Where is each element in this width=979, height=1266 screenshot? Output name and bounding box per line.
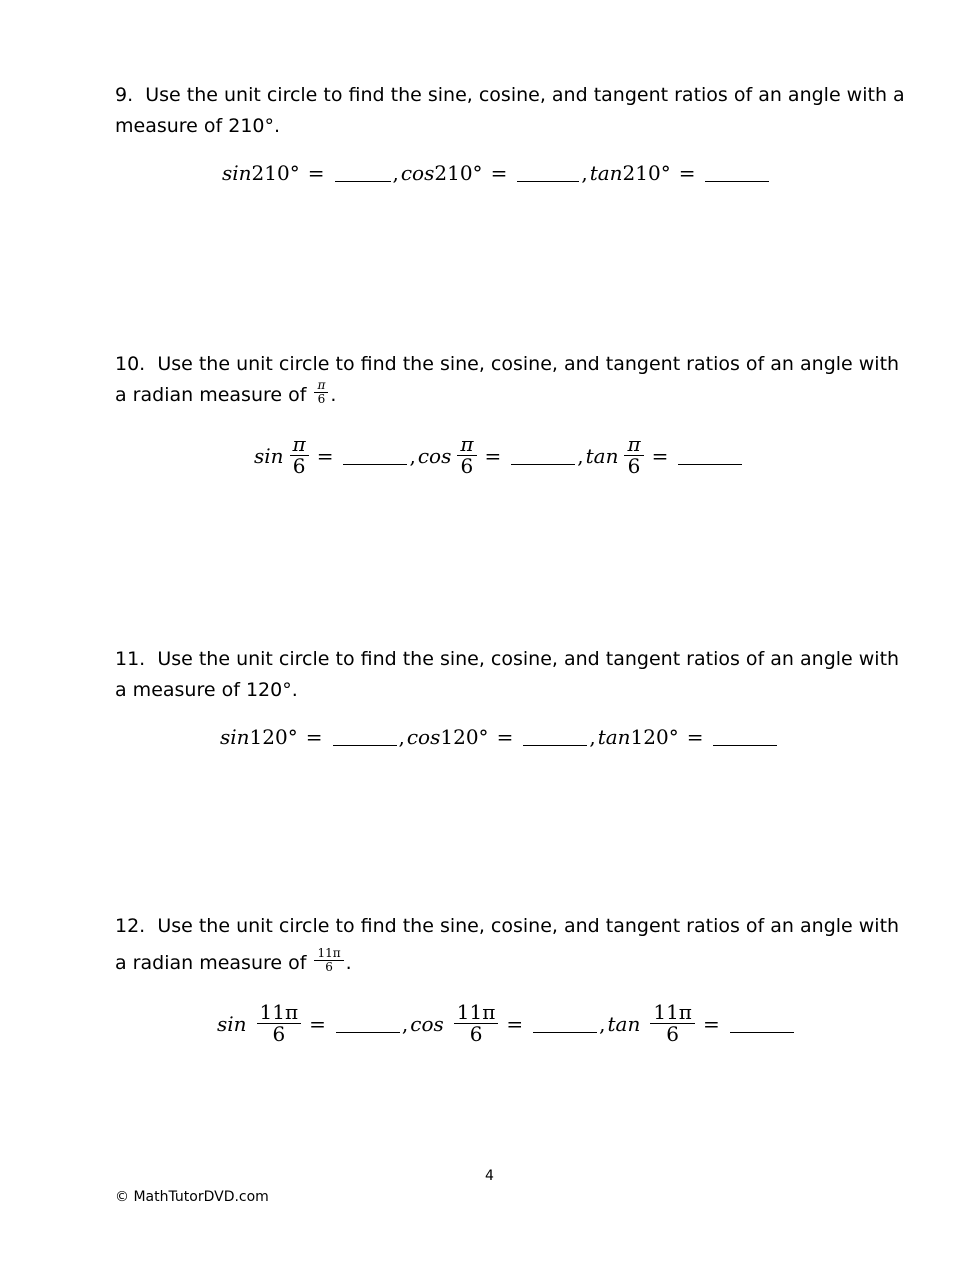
angle-value: 120° <box>630 725 679 749</box>
comma: , <box>577 443 584 468</box>
problem-11-equation <box>220 725 779 749</box>
angle-value: 120° <box>440 725 489 749</box>
cos-label: cos <box>400 161 435 185</box>
tan-label: tan <box>597 725 631 749</box>
cos-answer-blank[interactable] <box>523 728 587 746</box>
page-number: 4 <box>485 1168 494 1184</box>
equals-sign: = <box>506 1011 524 1036</box>
cos-answer-blank[interactable] <box>511 447 575 465</box>
equals-sign: = <box>686 725 704 749</box>
tan-label: tan <box>607 1011 641 1036</box>
comma: , <box>589 725 596 749</box>
problem-12-prompt <box>115 911 900 979</box>
measure-fraction: $\frac{11\pi}{6}$ <box>314 947 343 973</box>
tan-answer-blank[interactable] <box>713 728 777 746</box>
angle-value: 210° <box>251 161 300 185</box>
problem-10-equation <box>254 434 744 477</box>
problem-10-line-2: a radian measure of $\frac{\pi}{6}$ . <box>115 378 337 406</box>
comma: , <box>401 1011 409 1036</box>
problem-12-equation <box>217 1002 796 1045</box>
comma: , <box>409 443 416 468</box>
equals-sign: = <box>309 1011 326 1036</box>
problem-10-line-1: 10. Use the unit circle to find the sine, cosine, and tangent ratios of an angle with <box>115 353 900 375</box>
sin-label: sin <box>222 161 252 185</box>
tan-answer-blank[interactable] <box>730 1015 794 1033</box>
angle-value: 210° <box>434 161 483 185</box>
problem-9-line-1: 9. Use the unit circle to find the sine, cosine, and tangent ratios of an angle with a <box>115 84 905 106</box>
cos-label: cos <box>417 443 452 468</box>
comma: , <box>398 725 405 749</box>
tan-label: tan <box>585 443 619 468</box>
equals-sign: = <box>305 725 323 749</box>
problem-12-line-1: 12. Use the unit circle to find the sine, cosine, and tangent ratios of an angle with <box>115 915 900 937</box>
angle-fraction: $\frac{\pi}{6}$ <box>624 434 643 477</box>
angle-value: 210° <box>622 161 671 185</box>
comma: , <box>599 1011 606 1036</box>
problem-11-line-1: 11. Use the unit circle to find the sine, cosine, and tangent ratios of an angle with <box>115 648 900 670</box>
cos-answer-blank[interactable] <box>517 164 579 182</box>
comma: , <box>392 161 399 185</box>
equals-sign: = <box>702 1011 720 1036</box>
cos-label: cos <box>410 1011 444 1036</box>
measure-fraction: $\frac{\pi}{6}$ <box>314 379 328 405</box>
sin-label: sin <box>217 1011 247 1036</box>
equals-sign: = <box>490 161 508 185</box>
problem-9-line-2: measure of 210°. <box>115 115 281 137</box>
cos-answer-blank[interactable] <box>533 1015 597 1033</box>
tan-answer-blank[interactable] <box>678 447 742 465</box>
equals-sign: = <box>678 161 696 185</box>
tan-answer-blank[interactable] <box>705 164 769 182</box>
angle-fraction: $\frac{\pi}{6}$ <box>457 434 476 477</box>
tan-label: tan <box>589 161 623 185</box>
sin-label: sin <box>254 443 284 468</box>
angle-fraction: $\frac{11\pi}{6}$ <box>454 1002 499 1045</box>
equals-sign: = <box>307 161 325 185</box>
problem-12-line-2: a radian measure of $\frac{11\pi}{6}$ . <box>115 946 352 974</box>
sin-label: sin <box>220 725 250 749</box>
problem-9-equation <box>222 161 771 185</box>
copyright-notice: © MathTutorDVD.com <box>115 1189 269 1205</box>
sin-answer-blank[interactable] <box>333 728 397 746</box>
sin-answer-blank[interactable] <box>336 1015 400 1033</box>
cos-label: cos <box>406 725 441 749</box>
angle-fraction: $\frac{11\pi}{6}$ <box>650 1002 695 1045</box>
problem-11-prompt <box>115 644 900 706</box>
sin-answer-blank[interactable] <box>335 164 391 182</box>
equals-sign: = <box>484 443 502 468</box>
problem-10-prompt <box>115 349 900 411</box>
equals-sign: = <box>651 443 669 468</box>
comma: , <box>581 161 588 185</box>
equals-sign: = <box>496 725 514 749</box>
sin-answer-blank[interactable] <box>343 447 407 465</box>
equals-sign: = <box>316 443 334 468</box>
angle-fraction: $\frac{11\pi}{6}$ <box>257 1002 302 1045</box>
angle-value: 120° <box>249 725 298 749</box>
problem-9-prompt <box>115 80 905 142</box>
problem-11-line-2: a measure of 120°. <box>115 679 298 701</box>
angle-fraction: $\frac{\pi}{6}$ <box>290 434 309 477</box>
